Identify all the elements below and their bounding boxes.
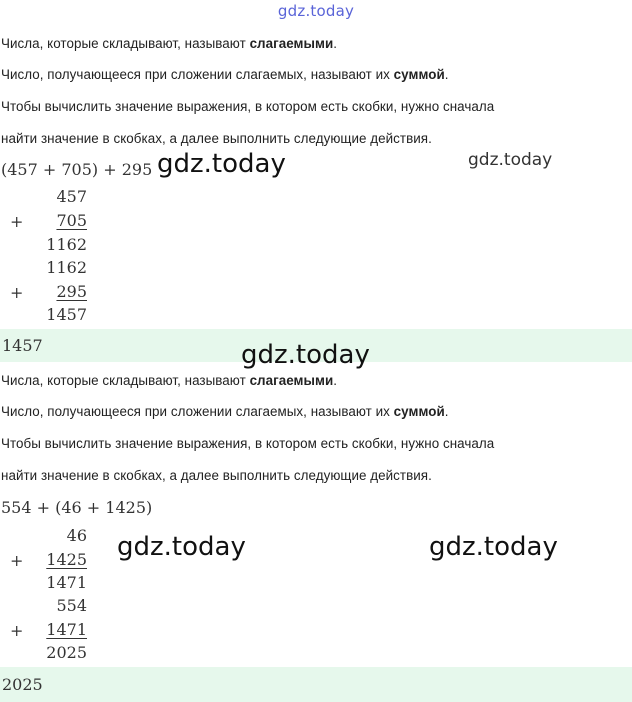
rule-sum-term: суммой — [393, 67, 445, 82]
rule-addends-end: . — [333, 373, 338, 388]
task1-step1-addend-b-value: 705 — [56, 211, 87, 230]
task2-expression: 554 + (46 + 1425) — [1, 498, 153, 517]
task2-step2-addend-b-value: 1471 — [46, 620, 87, 639]
rule-addends-end: . — [333, 36, 338, 51]
task2-step1-result: 1471 — [46, 573, 87, 592]
rule-brackets-line1: Чтобы вычислить значение выражения, в котором есть скобки, нужно сначала — [1, 436, 495, 451]
rule-addends — [1, 36, 337, 51]
watermark: gdz.today — [117, 532, 246, 562]
task1-step2-addend-b — [27, 282, 87, 301]
task2-answer: 2025 — [2, 675, 43, 694]
watermark: gdz.today — [157, 149, 286, 179]
rule-brackets-line1: Чтобы вычислить значение выражения, в котором есть скобки, нужно сначала — [1, 99, 495, 114]
rule-sum-end: . — [444, 404, 449, 419]
task1-step1-addend-b — [27, 211, 87, 230]
plus-sign: + — [10, 283, 24, 302]
watermark: gdz.today — [429, 532, 558, 562]
task1-step2-addend-a: 1162 — [46, 258, 87, 277]
task1-step2-addend-b-value: 295 — [56, 282, 87, 301]
task2-step1-addend-b-value: 1425 — [46, 550, 87, 569]
rule-addends-text: Числа, которые складывают, называют — [1, 36, 250, 51]
plus-sign: + — [10, 621, 24, 640]
task2-step1-addend-b — [27, 550, 87, 569]
rule-sum — [1, 404, 449, 419]
task2-step1-addend-a: 46 — [66, 526, 87, 545]
task1-step1-addend-a: 457 — [56, 187, 87, 206]
rule-brackets-line2: найти значение в скобках, а далее выполнить следующие действия. — [1, 468, 432, 483]
site-logo[interactable]: gdz.today — [277, 2, 355, 20]
rule-brackets-line2: найти значение в скобках, а далее выполнить следующие действия. — [1, 131, 432, 146]
rule-addends-term: слагаемыми — [249, 373, 334, 388]
plus-sign: + — [10, 212, 24, 231]
watermark: gdz.today — [241, 340, 370, 370]
task2-answer-bar — [0, 667, 632, 702]
task1-answer: 1457 — [2, 336, 43, 355]
rule-addends — [1, 373, 337, 388]
rule-sum-term: суммой — [393, 404, 445, 419]
plus-sign: + — [10, 551, 24, 570]
watermark: gdz.today — [468, 150, 553, 170]
rule-addends-text: Числа, которые складывают, называют — [1, 373, 250, 388]
task2-step2-result: 2025 — [46, 643, 87, 662]
rule-sum — [1, 67, 449, 82]
rule-sum-end: . — [444, 67, 449, 82]
task1-step1-result: 1162 — [46, 235, 87, 254]
task1-step2-result: 1457 — [46, 305, 87, 324]
task2-step2-addend-b — [27, 620, 87, 639]
task1-expression: (457 + 705) + 295 — [1, 160, 153, 179]
rule-addends-term: слагаемыми — [249, 36, 334, 51]
task2-step2-addend-a: 554 — [56, 596, 87, 615]
rule-sum-text: Число, получающееся при сложении слагаемых, называют их — [1, 404, 394, 419]
rule-sum-text: Число, получающееся при сложении слагаемых, называют их — [1, 67, 394, 82]
